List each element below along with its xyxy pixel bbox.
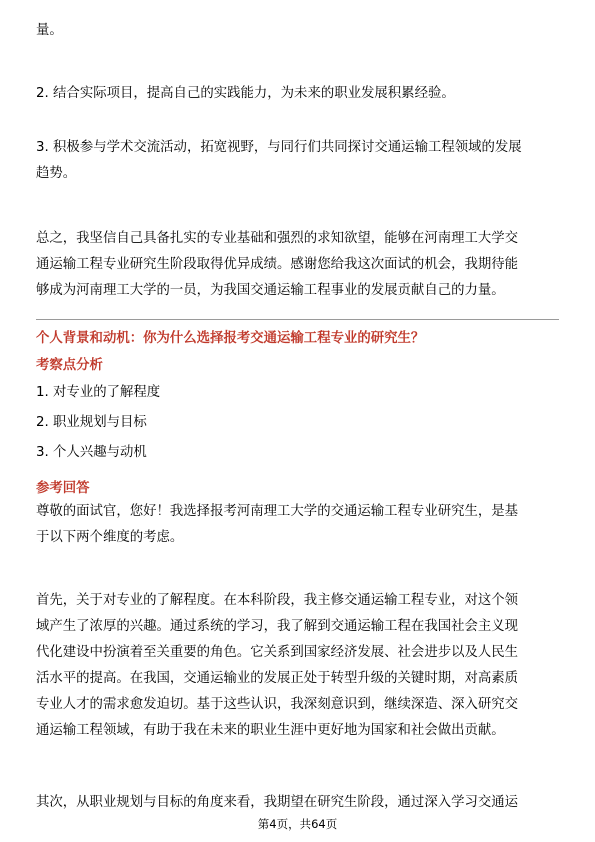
answer-paragraph-3 [36, 790, 560, 816]
text-line: 3. 积极参与学术交流活动，拓宽视野，与同行们共同探讨交通运输工程领域的发展 [36, 140, 522, 155]
text-line: 量。 [36, 23, 63, 38]
text-line: 专业人才的需求愈发迫切。基于这些认识，我深刻意识到，继续深造、深入研究交 [36, 697, 519, 712]
text-line: 总之，我坚信自己具备扎实的专业基础和强烈的求知欲望，能够在河南理工大学交 [36, 231, 519, 246]
text-line: 通运输工程领域，有助于我在未来的职业生涯中更好地为国家和社会做出贡献。 [36, 723, 505, 738]
text-line: 于以下两个维度的考虑。 [36, 530, 184, 545]
page-number: 第4页，共64页 [257, 817, 338, 831]
question-title: 个人背景和动机：你为什么选择报考交通运输工程专业的研究生？ [36, 331, 425, 346]
analysis-point: 3. 个人兴趣与动机 [36, 445, 147, 460]
analysis-point: 1. 对专业的了解程度 [36, 385, 161, 400]
analysis-point: 2. 职业规划与目标 [36, 415, 147, 430]
text-line: 活水平的提高。在我国，交通运输业的发展正处于转型升级的关键时期，对高素质 [36, 671, 519, 686]
text-line: 够成为河南理工大学的一员，为我国交通运输工程事业的发展贡献自己的力量。 [36, 283, 505, 298]
answer-label: 参考回答 [36, 481, 90, 496]
paragraph-summary [36, 226, 560, 304]
text-line: 其次，从职业规划与目标的角度来看，我期望在研究生阶段，通过深入学习交通运 [36, 795, 519, 810]
text-line: 域产生了浓厚的兴趣。通过系统的学习，我了解到交通运输工程在我国社会主义现 [36, 619, 519, 634]
section-divider [36, 319, 559, 320]
paragraph-goal-2 [36, 81, 560, 107]
text-line: 通运输工程专业研究生阶段取得优异成绩。感谢您给我这次面试的机会，我期待能 [36, 257, 519, 272]
text-line: 尊敬的面试官，您好！我选择报考河南理工大学的交通运输工程专业研究生，是基 [36, 504, 519, 519]
text-line: 代化建设中扮演着至关重要的角色。它关系到国家经济发展、社会进步以及人民生 [36, 645, 519, 660]
text-line: 趋势。 [36, 166, 77, 181]
paragraph-continuation [36, 18, 560, 44]
answer-paragraph-1 [36, 499, 560, 551]
analysis-label: 考察点分析 [36, 358, 103, 373]
text-line: 首先，关于对专业的了解程度。在本科阶段，我主修交通运输工程专业，对这个领 [36, 593, 519, 608]
text-line: 2. 结合实际项目，提高自己的实践能力，为未来的职业发展积累经验。 [36, 86, 455, 101]
answer-paragraph-2 [36, 588, 560, 744]
paragraph-goal-3 [36, 135, 560, 187]
